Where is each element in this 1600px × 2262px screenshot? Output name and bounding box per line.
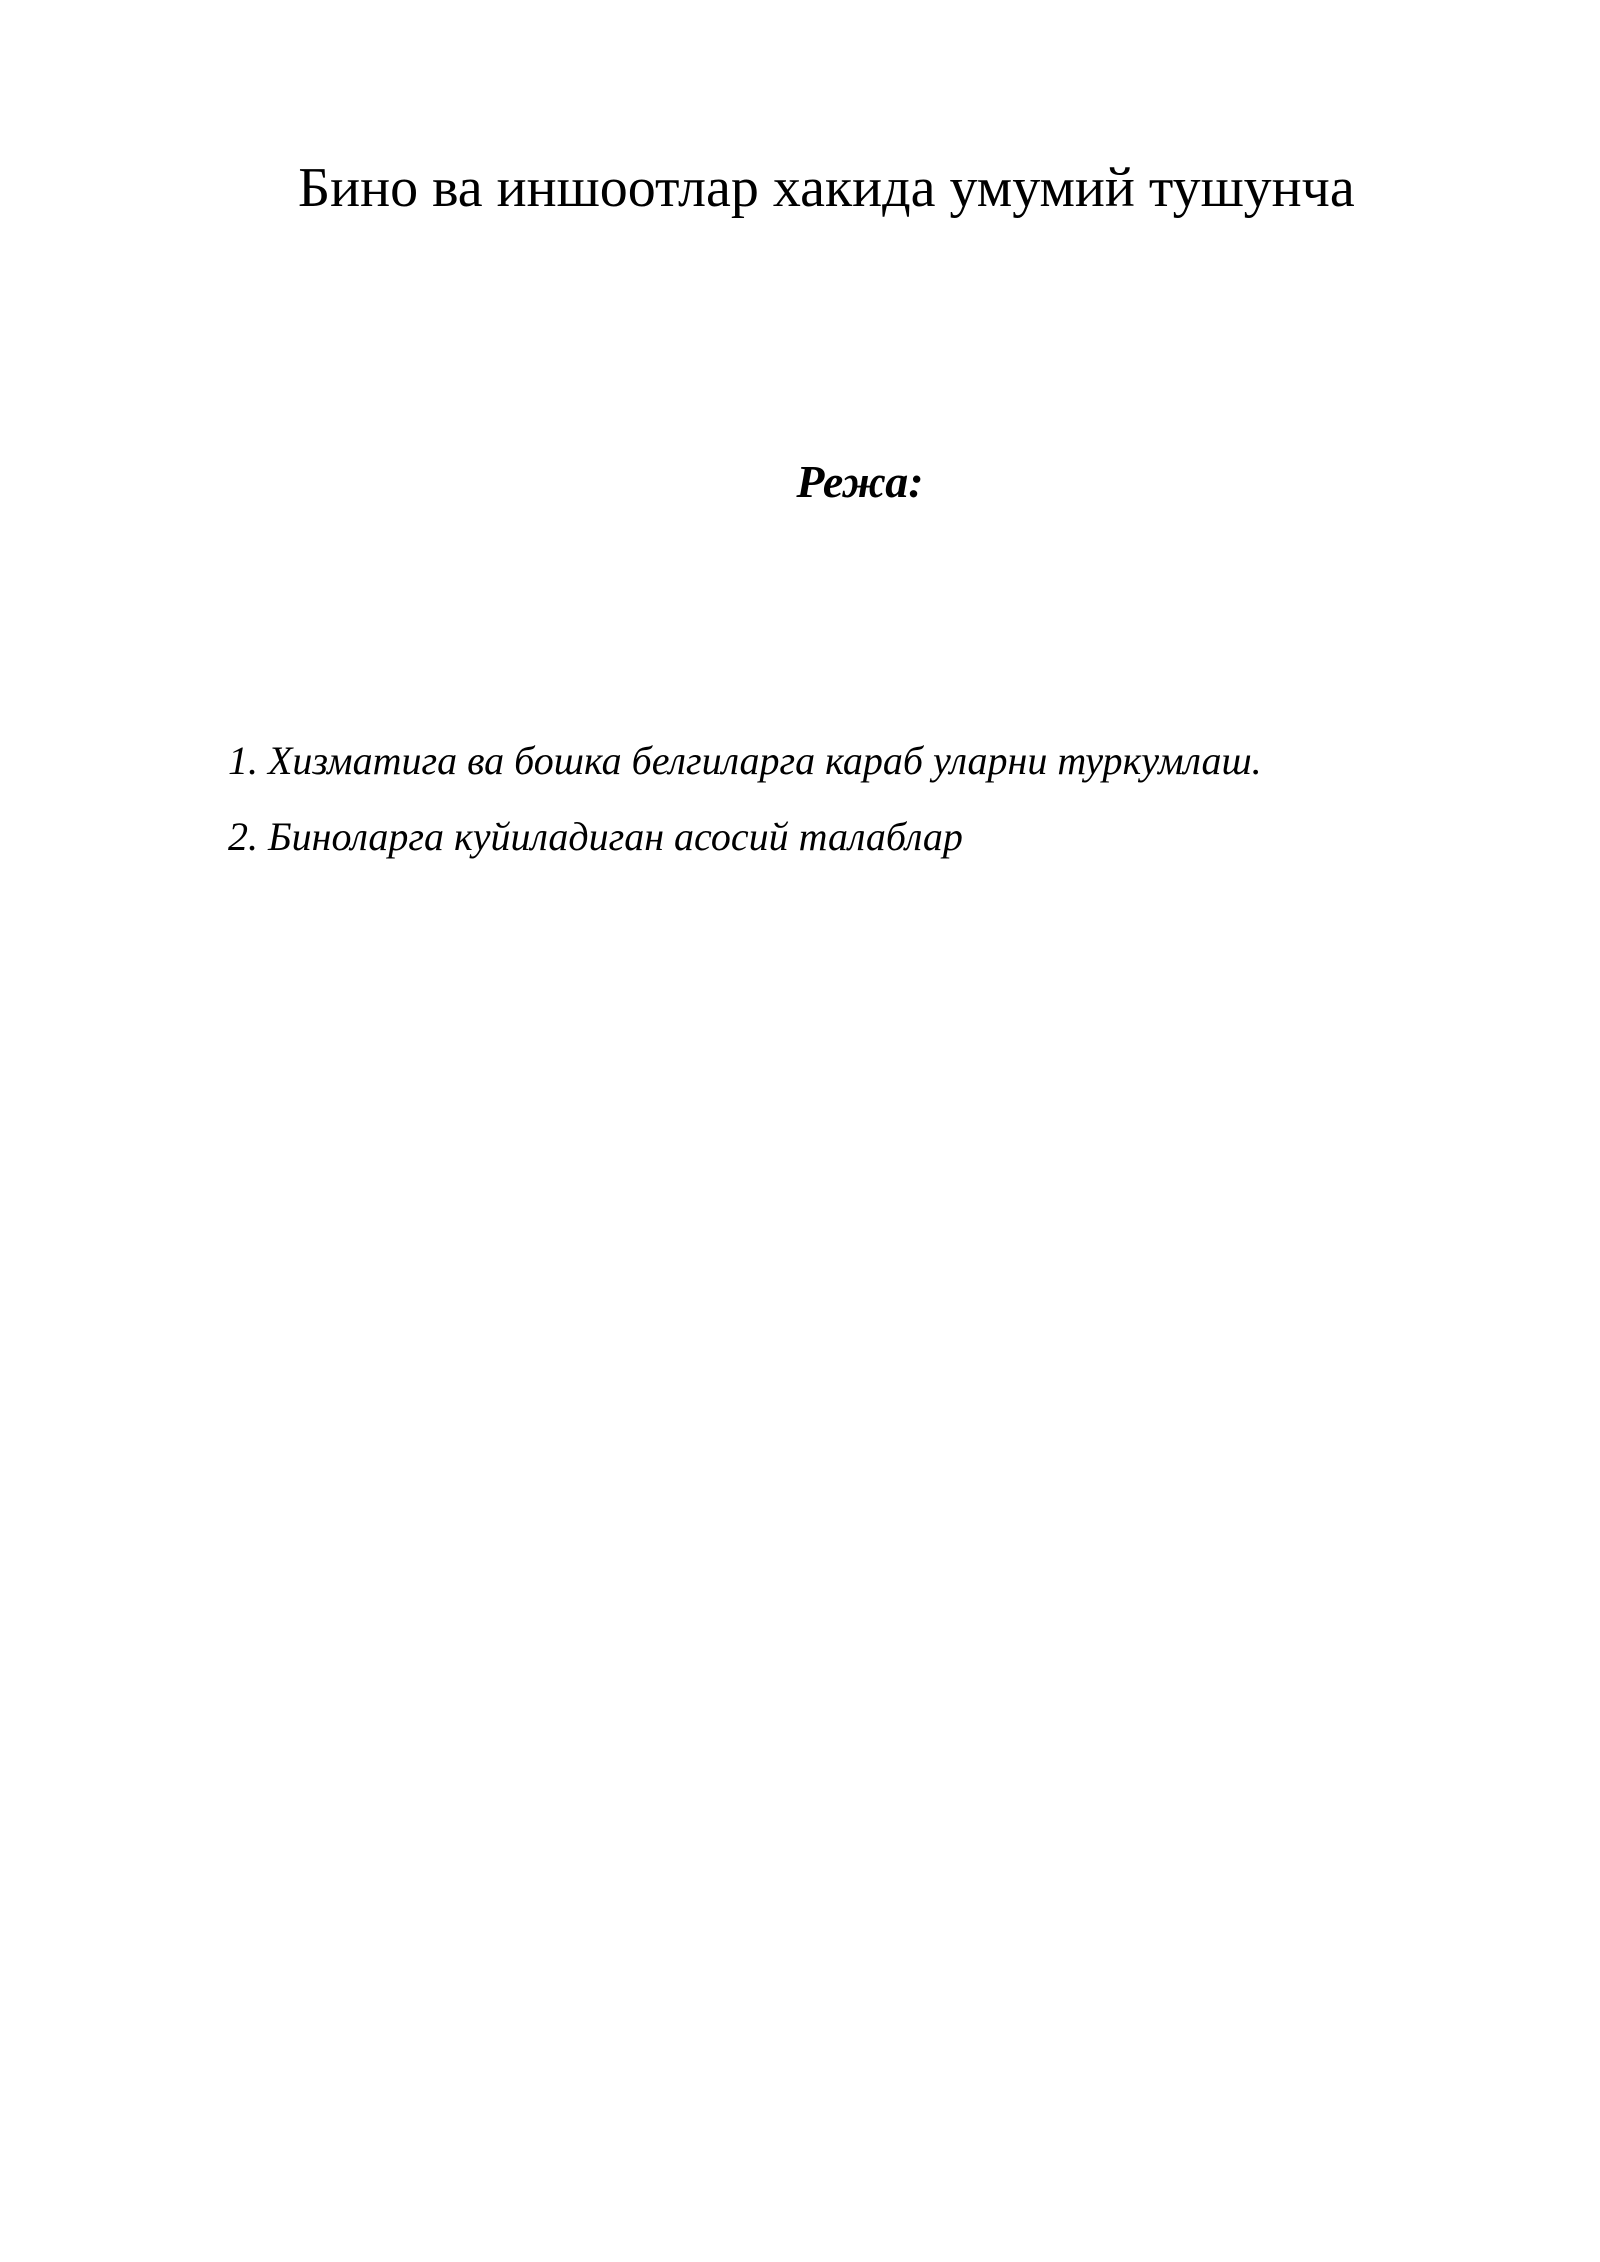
plan-item-text: Биноларга куйиладиган асосий талаблар — [268, 814, 963, 859]
plan-item-1 — [228, 735, 1428, 787]
document-title: Бино ва иншоотлар хакида умумий тушунча — [298, 157, 1355, 219]
plan-heading: Режа: — [796, 456, 924, 507]
plan-item-2 — [228, 811, 1428, 863]
plan-item-text: Хизматига ва бошка белгиларга караб уларни туркумлаш. — [268, 738, 1262, 783]
plan-list — [228, 735, 1428, 887]
plan-item-number: 2. — [228, 814, 258, 859]
plan-item-number: 1. — [228, 738, 258, 783]
